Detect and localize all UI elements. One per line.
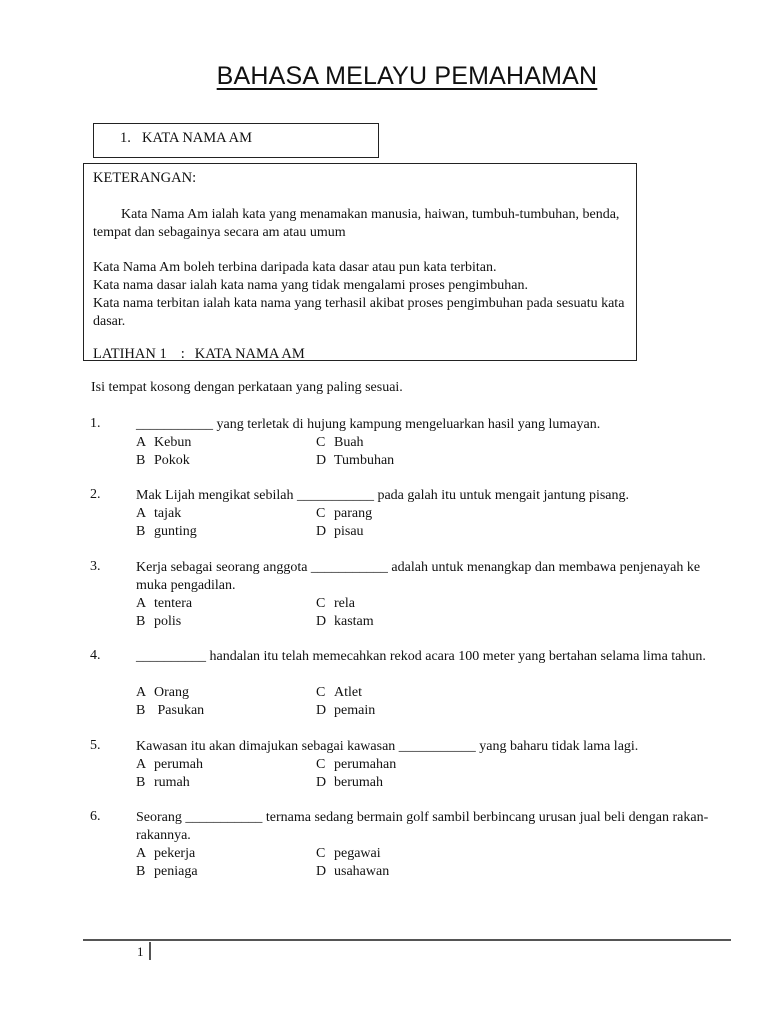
option-text: Buah <box>334 435 364 450</box>
question-text: Kawasan itu akan dimajukan sebagai kawasan ___________ yang baharu tidak lama lagi. <box>136 739 639 754</box>
latihan-topic: KATA NAMA AM <box>194 346 305 362</box>
question-number: 4. <box>90 648 101 663</box>
question-number: 2. <box>90 487 101 502</box>
option-b <box>136 452 190 470</box>
instruction-text: Isi tempat kosong dengan perkataan yang paling sesuai. <box>91 380 403 395</box>
option-text: pemain <box>334 703 376 718</box>
option-c <box>316 684 362 702</box>
option-letter: D <box>316 614 327 629</box>
question-number: 5. <box>90 738 101 753</box>
option-letter: A <box>136 596 147 611</box>
page-number-bar <box>149 942 151 960</box>
option-letter: B <box>136 864 146 879</box>
option-letter: A <box>136 506 147 521</box>
keterangan-line: Kata nama terbitan ialah kata nama yang terhasil akibat proses pengimbuhan pada sesuatu kata dasar. <box>93 296 625 329</box>
option-c <box>316 756 396 774</box>
option-letter: C <box>316 757 326 772</box>
question-number: 3. <box>90 559 101 574</box>
option-text: kastam <box>334 614 374 629</box>
option-letter: C <box>316 846 326 861</box>
option-text: parang <box>334 506 373 521</box>
option-text: pegawai <box>334 846 381 861</box>
question-number: 6. <box>90 809 101 824</box>
option-letter: B <box>136 524 146 539</box>
keterangan-line: Kata nama dasar ialah kata nama yang tidak mengalami proses pengimbuhan. <box>93 278 529 293</box>
option-letter: A <box>136 435 147 450</box>
option-letter: B <box>136 614 146 629</box>
option-b <box>136 613 181 631</box>
section-number: 1. <box>120 130 131 146</box>
option-letter: B <box>136 775 146 790</box>
option-letter: D <box>316 524 327 539</box>
option-a <box>136 595 192 613</box>
option-text: Orang <box>154 685 189 700</box>
option-d <box>316 863 389 881</box>
option-d <box>316 613 374 631</box>
option-a <box>136 756 203 774</box>
option-b <box>136 774 190 792</box>
keterangan-paragraph-1: Kata Nama Am ialah kata yang menamakan manusia, haiwan, tumbuh-tumbuhan, benda, tempat dan sebagainya secara am atau umum <box>93 207 620 240</box>
option-text: rela <box>334 596 355 611</box>
option-c <box>316 434 364 452</box>
option-d <box>316 523 364 541</box>
document-title: BAHASA MELAYU PEMAHAMAN <box>216 62 598 90</box>
option-letter: D <box>316 775 327 790</box>
option-text: tajak <box>154 506 182 521</box>
option-text: Pokok <box>154 453 190 468</box>
option-letter: B <box>136 703 146 718</box>
option-d <box>316 702 375 720</box>
option-letter: C <box>316 685 326 700</box>
keterangan-paragraph-2 <box>93 259 633 331</box>
option-text: perumahan <box>334 757 397 772</box>
option-text: usahawan <box>334 864 390 879</box>
question-text: Mak Lijah mengikat sebilah ___________ pada galah itu untuk mengait jantung pisang. <box>136 488 630 503</box>
question-text: Seorang ___________ ternama sedang bermain golf sambil berbincang urusan jual beli dengan rakan-rakannya. <box>136 810 709 843</box>
option-text: pekerja <box>154 846 196 861</box>
option-letter: C <box>316 435 326 450</box>
option-a <box>136 434 191 452</box>
option-text: Atlet <box>334 685 362 700</box>
option-text: polis <box>154 614 182 629</box>
option-text: berumah <box>334 775 383 790</box>
option-b <box>136 863 198 881</box>
section-label: KATA NAMA AM <box>142 130 253 146</box>
page-number: 1 <box>137 944 144 959</box>
option-text: Pasukan <box>154 703 205 718</box>
option-b <box>136 702 204 720</box>
option-letter: A <box>136 685 147 700</box>
option-letter: A <box>136 757 147 772</box>
option-letter: D <box>316 864 327 879</box>
option-text: tentera <box>154 596 193 611</box>
option-b <box>136 523 197 541</box>
option-letter: C <box>316 506 326 521</box>
keterangan-heading: KETERANGAN: <box>93 170 197 186</box>
option-text: rumah <box>154 775 190 790</box>
latihan-label: LATIHAN 1 <box>93 346 167 362</box>
option-d <box>316 452 394 470</box>
question-text: __________ handalan itu telah memecahkan rekod acara 100 meter yang bertahan selama lima tahun. <box>136 649 706 664</box>
keterangan-box <box>83 163 637 361</box>
option-a <box>136 845 195 863</box>
option-letter: B <box>136 453 146 468</box>
option-text: gunting <box>154 524 197 539</box>
option-letter: A <box>136 846 147 861</box>
latihan-heading <box>93 346 305 363</box>
option-text: peniaga <box>154 864 198 879</box>
keterangan-line: Kata Nama Am boleh terbina daripada kata dasar atau pun kata terbitan. <box>93 260 497 275</box>
option-letter: D <box>316 453 327 468</box>
option-text: Kebun <box>154 435 192 450</box>
option-text: Tumbuhan <box>334 453 395 468</box>
latihan-separator: : <box>180 346 185 362</box>
option-text: pisau <box>334 524 364 539</box>
option-d <box>316 774 383 792</box>
option-a <box>136 684 189 702</box>
option-letter: C <box>316 596 326 611</box>
option-c <box>316 845 381 863</box>
option-c <box>316 505 372 523</box>
option-a <box>136 505 181 523</box>
option-c <box>316 595 355 613</box>
question-number: 1. <box>90 416 101 431</box>
question-text: Kerja sebagai seorang anggota ___________ adalah untuk menangkap dan membawa penjenayah ke muka pengadilan. <box>136 560 701 593</box>
option-letter: D <box>316 703 327 718</box>
option-text: perumah <box>154 757 203 772</box>
section-heading-box <box>93 123 379 158</box>
footer-divider <box>83 939 731 941</box>
question-text: ___________ yang terletak di hujung kampung mengeluarkan hasil yang lumayan. <box>136 417 601 432</box>
